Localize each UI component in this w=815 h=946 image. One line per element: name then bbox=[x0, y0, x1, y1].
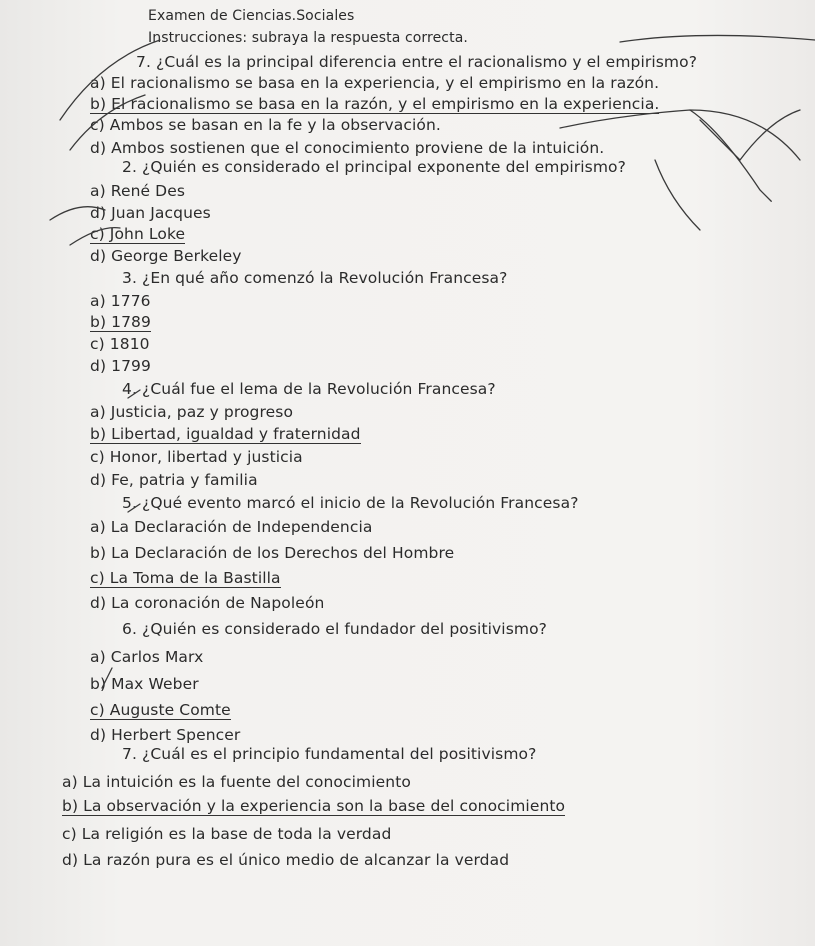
question-6-option-b[interactable]: b) Max Weber bbox=[90, 675, 199, 693]
question-2-option-d[interactable]: d) George Berkeley bbox=[90, 247, 242, 265]
question-2-text: 2. ¿Quién es considerado el principal exponente del empirismo? bbox=[122, 158, 626, 176]
question-5-option-c[interactable]: c) La Toma de la Bastilla bbox=[90, 569, 281, 587]
question-1-option-b[interactable]: b) El racionalismo se basa en la razón, y el empirismo en la experiencia. bbox=[90, 95, 660, 113]
question-7-option-d[interactable]: d) La razón pura es el único medio de alcanzar la verdad bbox=[62, 851, 510, 869]
question-3-text: 3. ¿En qué año comenzó la Revolución Francesa? bbox=[122, 269, 508, 287]
question-5-option-b[interactable]: b) La Declaración de los Derechos del Hombre bbox=[90, 544, 455, 562]
question-2-option-b[interactable]: d) Juan Jacques bbox=[90, 204, 211, 222]
question-7-option-b[interactable]: b) La observación y la experiencia son la base del conocimiento bbox=[62, 797, 566, 815]
question-5-option-a[interactable]: a) La Declaración de Independencia bbox=[90, 518, 373, 536]
question-1-option-c[interactable]: c) Ambos se basan en la fe y la observación. bbox=[90, 116, 441, 134]
question-1-option-d[interactable]: d) Ambos sostienen que el conocimiento proviene de la intuición. bbox=[90, 139, 605, 157]
question-7-option-c[interactable]: c) La religión es la base de toda la verdad bbox=[62, 825, 392, 843]
question-4-option-b[interactable]: b) Libertad, igualdad y fraternidad bbox=[90, 425, 361, 443]
question-5-text: 5. ¿Qué evento marcó el inicio de la Revolución Francesa? bbox=[122, 494, 579, 512]
question-3-option-b[interactable]: b) 1789 bbox=[90, 313, 151, 331]
question-6-option-a[interactable]: a) Carlos Marx bbox=[90, 648, 204, 666]
question-6-text: 6. ¿Quién es considerado el fundador del positivismo? bbox=[122, 620, 547, 638]
question-4-option-a[interactable]: a) Justicia, paz y progreso bbox=[90, 403, 294, 421]
question-7-text: 7. ¿Cuál es el principio fundamental del positivismo? bbox=[122, 745, 537, 763]
question-4-option-c[interactable]: c) Honor, libertad y justicia bbox=[90, 448, 303, 466]
question-5-option-d[interactable]: d) La coronación de Napoleón bbox=[90, 594, 325, 612]
exam-instructions: Instrucciones: subraya la respuesta correcta. bbox=[148, 30, 468, 46]
question-1-text: 7. ¿Cuál es la principal diferencia entre el racionalismo y el empirismo? bbox=[136, 53, 698, 71]
question-2-option-a[interactable]: a) René Des bbox=[90, 182, 186, 200]
question-3-option-d[interactable]: d) 1799 bbox=[90, 357, 151, 375]
question-7-option-a[interactable]: a) La intuición es la fuente del conocimiento bbox=[62, 773, 411, 791]
question-2-option-c[interactable]: c) John Loke bbox=[90, 225, 186, 243]
question-3-option-a[interactable]: a) 1776 bbox=[90, 292, 151, 310]
question-4-option-d[interactable]: d) Fe, patria y familia bbox=[90, 471, 258, 489]
question-6-option-d[interactable]: d) Herbert Spencer bbox=[90, 726, 241, 744]
question-6-option-c[interactable]: c) Auguste Comte bbox=[90, 701, 231, 719]
exam-title: Examen de Ciencias.Sociales bbox=[148, 8, 355, 24]
question-3-option-c[interactable]: c) 1810 bbox=[90, 335, 150, 353]
question-1-option-a[interactable]: a) El racionalismo se basa en la experiencia, y el empirismo en la razón. bbox=[90, 74, 660, 92]
question-4-text: 4. ¿Cuál fue el lema de la Revolución Francesa? bbox=[122, 380, 496, 398]
